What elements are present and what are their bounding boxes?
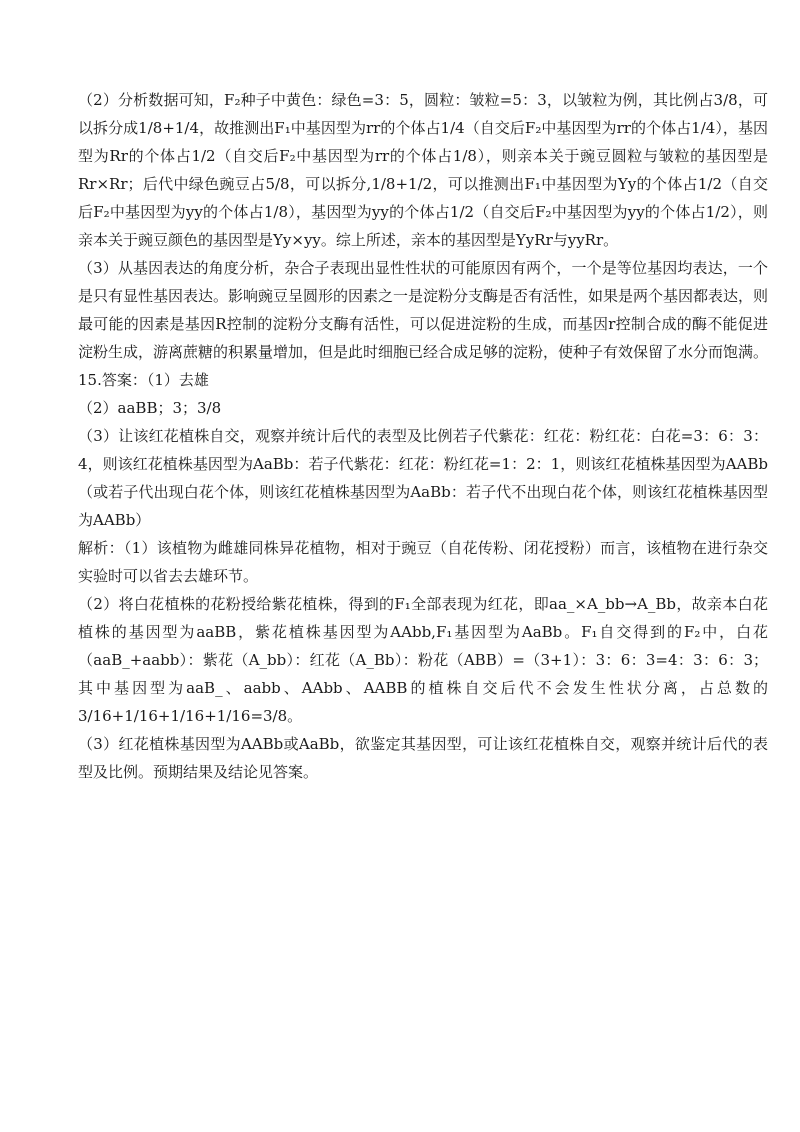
paragraph-text: （2）将白花植株的花粉授给紫花植株，得到的F₁全部表现为红花，即aa_×A_bb→A_Bb，故亲本白花植株的基因型为aaBB，紫花植株基因型为AAbb,F₁基因型为AaBb。F₁自交得到的F₂中，白花（aaB_+aabb）：紫花（A_bb）：红花（A_Bb）：粉花（ABB）=（3+1）：3：6：3=4：3：6：3；其中基因型为aaB_、aabb、AAbb、AABB的植株自交后代不会发生性状分离，占总数的3/16+1/16+1/16+1/16=3/8。: [78, 595, 768, 725]
paragraph-text: （3）让该红花植株自交，观察并统计后代的表型及比例若子代紫花：红花：粉红花：白花=3：6：3：4，则该红花植株基因型为AaBb：若子代紫花：红花：粉红花=1：2：1，则该红花植株基因型为AABb（或若子代出现白花个体，则该红花植株基因型为AaBb：若子代不出现白花个体，则该红花植株基因型为AABb）: [78, 427, 768, 529]
paragraph-text: （2）分析数据可知，F₂种子中黄色：绿色=3：5，圆粒：皱粒=5：3，以皱粒为例，其比例占3/8，可以拆分成1/8+1/4，故推测出F₁中基因型为rr的个体占1/4（自交后F₂中基因型为rr的个体占1/4），基因型为Rr的个体占1/2（自交后F₂中基因型为rr的个体占1/8），则亲本关于豌豆圆粒与皱粒的基因型是Rr×Rr；后代中绿色豌豆占5/8，可以拆分,1/8+1/2，可以推测出F₁中基因型为Yy的个体占1/2（自交后F₂中基因型为yy的个体占1/8），基因型为yy的个体占1/2（自交后F₂中基因型为yy的个体占1/2），则亲本关于豌豆颜色的基因型是Yy×yy。综上所述，亲本的基因型是YyRr与yyRr。: [78, 91, 768, 249]
paragraph-text: （2）aaBB；3；3/8: [78, 399, 222, 417]
paragraph-q14-part3: [78, 254, 768, 366]
paragraph-text: 15.答案：（1）去雄: [78, 371, 209, 389]
paragraph-text: （3）从基因表达的角度分析，杂合子表现出显性性状的可能原因有两个，一个是等位基因均表达，一个是只有显性基因表达。影响豌豆呈圆形的因素之一是淀粉分支酶是否有活性，如果是两个基因都表达，则最可能的因素是基因R控制的淀粉分支酶有活性，可以促进淀粉的生成，而基因r控制合成的酶不能促进淀粉生成，游离蔗糖的积累量增加，但是此时细胞已经合成足够的淀粉，使种子有效保留了水分而饱满。: [78, 259, 769, 361]
paragraph-q15-answer-part2: [78, 394, 768, 422]
paragraph-q14-part2: [78, 86, 768, 254]
paragraph-text: 解析：（1）该植物为雌雄同株异花植物，相对于豌豆（自花传粉、闭花授粉）而言，该植物在进行杂交实验时可以省去去雄环节。: [78, 539, 768, 585]
answer-document: [78, 86, 768, 786]
paragraph-q15-analysis-part1: [78, 534, 768, 590]
paragraph-text: （3）红花植株基因型为AABb或AaBb，欲鉴定其基因型，可让该红花植株自交，观察并统计后代的表型及比例。预期结果及结论见答案。: [78, 735, 768, 781]
paragraph-q15-analysis-part2: [78, 590, 768, 730]
paragraph-q15-answer-part1: [78, 366, 768, 394]
paragraph-q15-answer-part3: [78, 422, 768, 534]
paragraph-q15-analysis-part3: [78, 730, 768, 786]
